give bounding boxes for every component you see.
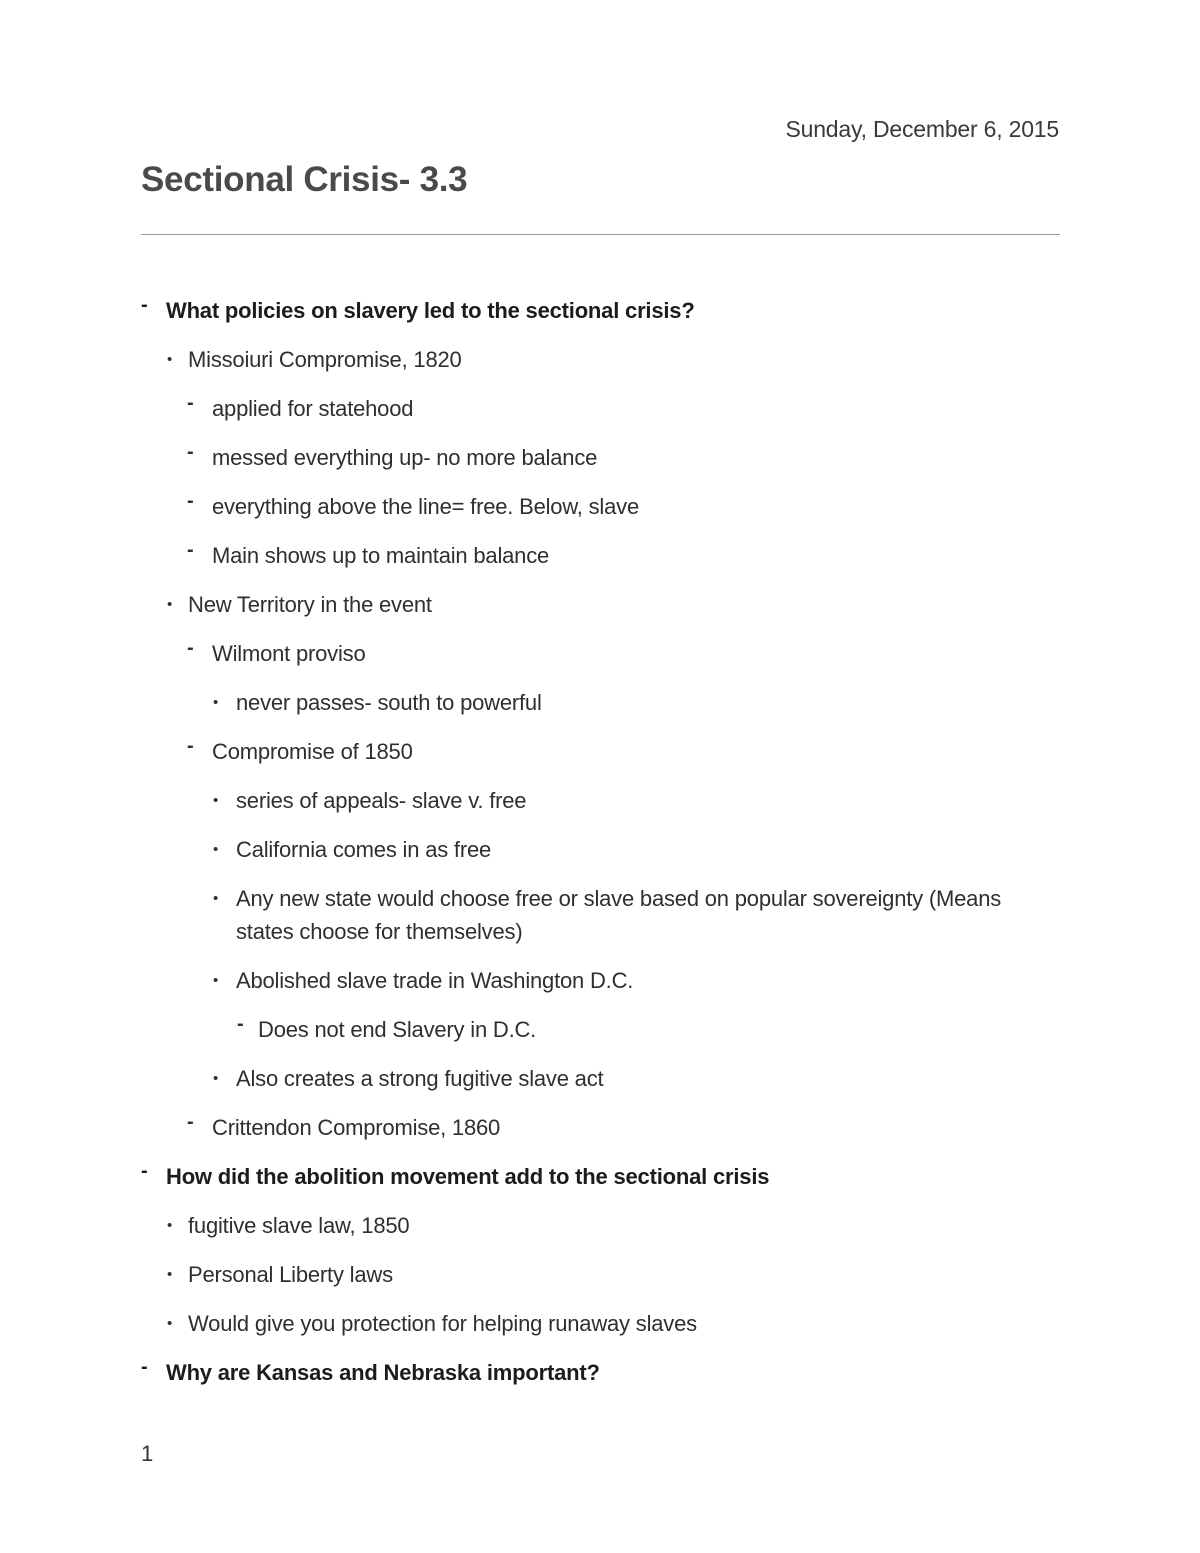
dot-bullet-icon: •: [167, 1266, 173, 1283]
dash-bullet-icon: -: [187, 1111, 194, 1133]
dash-bullet-icon: -: [187, 441, 194, 463]
outline-item-text: Abolished slave trade in Washington D.C.: [236, 968, 634, 993]
outline-item: [141, 1111, 1060, 1144]
outline-item: [141, 1013, 1060, 1046]
title-divider: [141, 234, 1060, 235]
outline-item: [141, 1062, 1060, 1095]
outline-item: [141, 833, 1060, 866]
outline-item-text: Missoiuri Compromise, 1820: [188, 347, 462, 372]
outline-item-text: Compromise of 1850: [212, 739, 413, 764]
outline-item: [141, 1209, 1060, 1242]
outline-item: [141, 964, 1060, 997]
outline-item-text: everything above the line= free. Below, slave: [212, 494, 639, 519]
outline-item-text: fugitive slave law, 1850: [188, 1213, 410, 1238]
dot-bullet-icon: •: [213, 694, 219, 711]
outline-item: [141, 1307, 1060, 1340]
dash-bullet-icon: -: [237, 1013, 244, 1035]
dot-bullet-icon: •: [167, 1217, 173, 1234]
outline-item-text: Wilmont proviso: [212, 641, 366, 666]
outline-item: [141, 539, 1060, 572]
outline-question: [141, 294, 1060, 327]
dot-bullet-icon: •: [213, 1070, 219, 1087]
outline-item-text: Any new state would choose free or slave based on popular sovereignty (Means states choose for themselves): [236, 886, 1002, 944]
outline-item: [141, 637, 1060, 670]
outline-item-text: Why are Kansas and Nebraska important?: [166, 1360, 600, 1385]
dot-bullet-icon: •: [167, 1315, 173, 1332]
dot-bullet-icon: •: [167, 351, 173, 368]
page-number: 1: [141, 1441, 154, 1466]
outline-item: [141, 735, 1060, 768]
outline-item-text: Main shows up to maintain balance: [212, 543, 550, 568]
outline-item-text: never passes- south to powerful: [236, 690, 542, 715]
dash-bullet-icon: -: [141, 294, 148, 316]
page-title: Sectional Crisis- 3.3: [141, 160, 468, 199]
notes-outline: [141, 294, 1060, 1405]
outline-question: [141, 1160, 1060, 1193]
dash-bullet-icon: -: [187, 490, 194, 512]
outline-item-text: Also creates a strong fugitive slave act: [236, 1066, 604, 1091]
dash-bullet-icon: -: [187, 392, 194, 414]
outline-item: [141, 392, 1060, 425]
dot-bullet-icon: •: [213, 841, 219, 858]
dash-bullet-icon: -: [187, 637, 194, 659]
outline-item-text: series of appeals- slave v. free: [236, 788, 527, 813]
outline-item: [141, 882, 1060, 948]
outline-item: [141, 588, 1060, 621]
outline-item: [141, 686, 1060, 719]
outline-item-text: What policies on slavery led to the sectional crisis?: [166, 298, 695, 323]
outline-item-text: New Territory in the event: [188, 592, 432, 617]
outline-item: [141, 441, 1060, 474]
outline-item-text: How did the abolition movement add to the sectional crisis: [166, 1164, 770, 1189]
dot-bullet-icon: •: [213, 890, 219, 907]
outline-item-text: Does not end Slavery in D.C.: [258, 1017, 537, 1042]
dot-bullet-icon: •: [167, 596, 173, 613]
document-date: Sunday, December 6, 2015: [785, 116, 1059, 142]
dot-bullet-icon: •: [213, 972, 219, 989]
outline-item-text: Would give you protection for helping runaway slaves: [188, 1311, 697, 1336]
outline-item: [141, 784, 1060, 817]
outline-question: [141, 1356, 1060, 1389]
dash-bullet-icon: -: [187, 539, 194, 561]
outline-item: [141, 1258, 1060, 1291]
dash-bullet-icon: -: [141, 1356, 148, 1378]
outline-item-text: messed everything up- no more balance: [212, 445, 598, 470]
outline-item-text: Personal Liberty laws: [188, 1262, 393, 1287]
dash-bullet-icon: -: [141, 1160, 148, 1182]
outline-item: [141, 490, 1060, 523]
outline-item-text: applied for statehood: [212, 396, 414, 421]
dash-bullet-icon: -: [187, 735, 194, 757]
outline-item-text: California comes in as free: [236, 837, 492, 862]
outline-item: [141, 343, 1060, 376]
dot-bullet-icon: •: [213, 792, 219, 809]
outline-item-text: Crittendon Compromise, 1860: [212, 1115, 501, 1140]
